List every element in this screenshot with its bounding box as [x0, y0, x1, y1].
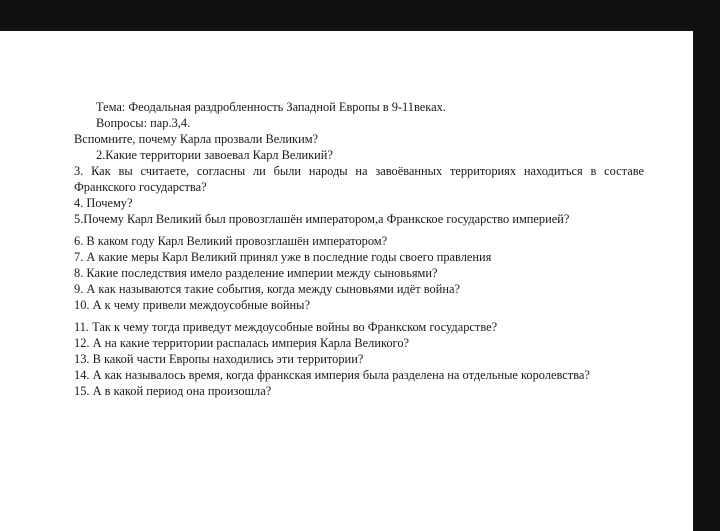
question-3: 3. Как вы считаете, согласны ли были народы на завоёванных территориях находиться в составе Франкского государства?: [74, 164, 644, 194]
question-9: 9. А как называются такие события, когда между сыновьями идёт война?: [74, 282, 460, 296]
question-4: 4. Почему?: [74, 196, 133, 210]
question-5: 5.Почему Карл Великий был провозглашён императором,а Франкское государство империей?: [74, 212, 570, 226]
question-12: 12. А на какие территории распалась империя Карла Великого?: [74, 336, 410, 350]
question-13: 13. В какой части Европы находились эти территории?: [74, 352, 364, 366]
question-8: 8. Какие последствия имело разделение империи между сыновьями?: [74, 266, 438, 280]
document-body: [74, 99, 644, 399]
document-page: [0, 31, 693, 531]
question-6: 6. В каком году Карл Великий провозглашён императором?: [74, 234, 388, 248]
topic-line: Тема: Феодальная раздробленность Западной Европы в 9-11веках.: [96, 100, 446, 114]
question-15: 15. А в какой период она произошла?: [74, 384, 272, 398]
question-7: 7. А какие меры Карл Великий принял уже в последние годы своего правления: [74, 250, 492, 264]
question-14: 14. А как называлось время, когда франкская империя была разделена на отдельные королевства?: [74, 368, 590, 382]
question-11: 11. Так к чему тогда приведут междоусобные войны во Франкском государстве?: [74, 320, 498, 334]
question-1: Вспомните, почему Карла прозвали Великим?: [74, 132, 319, 146]
questions-reference: Вопросы: пар.3,4.: [96, 116, 191, 130]
question-2: 2.Какие территории завоевал Карл Великий?: [96, 148, 333, 162]
question-10: 10. А к чему привели междоусобные войны?: [74, 298, 310, 312]
